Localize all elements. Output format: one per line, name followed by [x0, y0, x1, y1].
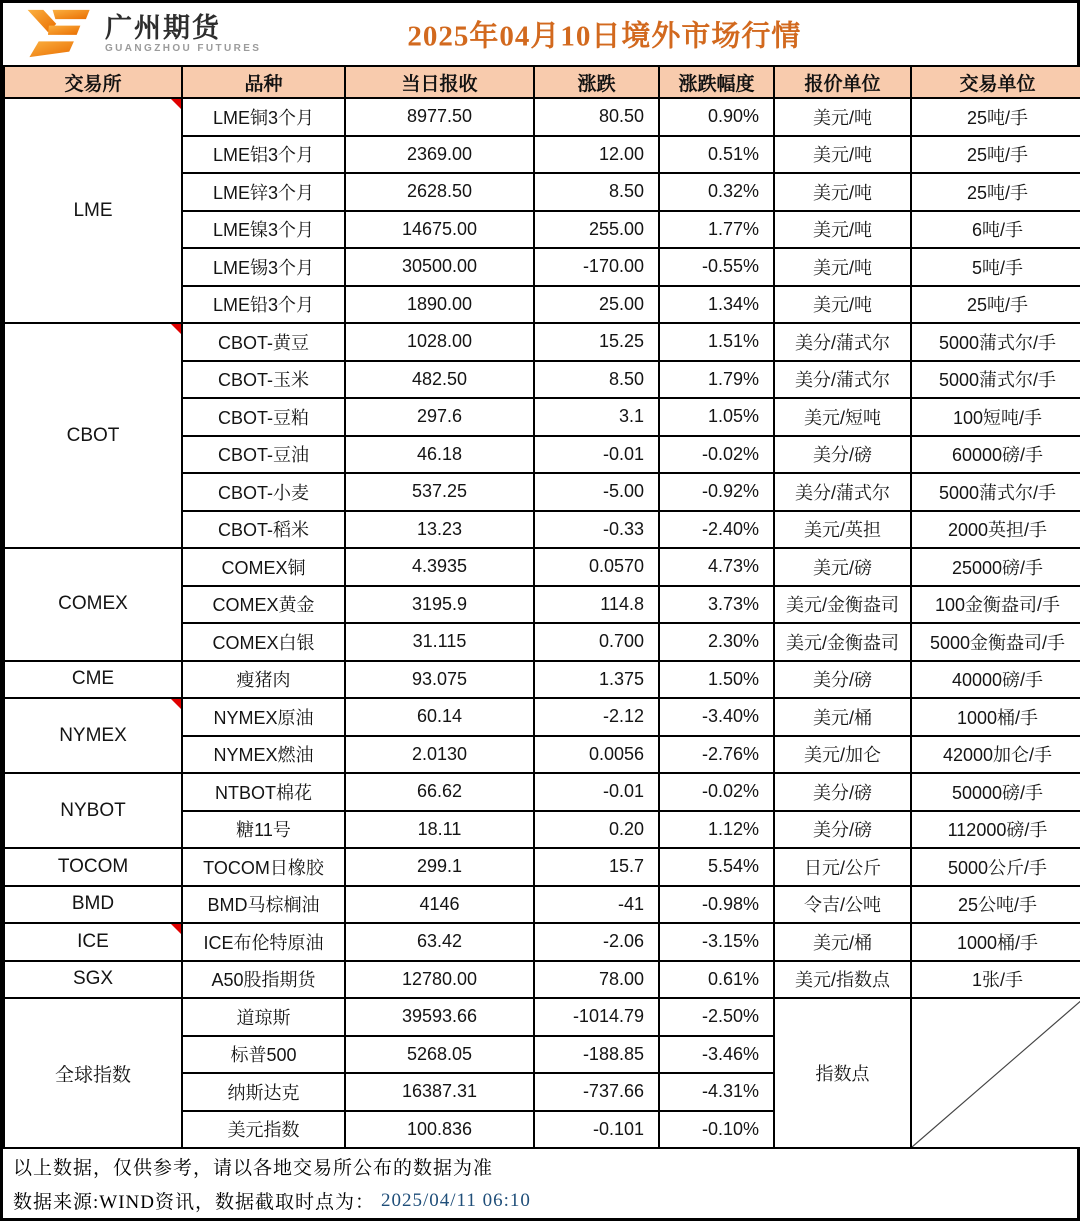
- report-header: [3, 3, 1077, 65]
- change-cell: -1014.79: [534, 998, 659, 1036]
- close-cell: 5268.05: [345, 1036, 534, 1074]
- diagonal-line: [912, 999, 1080, 1147]
- trade-unit-cell: 25公吨/手: [911, 886, 1080, 924]
- pct-cell: -0.55%: [659, 248, 774, 286]
- product-cell: TOCOM日橡胶: [182, 848, 345, 886]
- pct-cell: 0.51%: [659, 136, 774, 174]
- quote-unit-cell: 美分/磅: [774, 773, 911, 811]
- trade-unit-cell: 25000磅/手: [911, 548, 1080, 586]
- trade-unit-cell: 42000加仑/手: [911, 736, 1080, 774]
- trade-unit-cell: 1张/手: [911, 961, 1080, 999]
- pct-cell: 5.54%: [659, 848, 774, 886]
- close-cell: 39593.66: [345, 998, 534, 1036]
- quote-unit-cell: 美分/蒲式尔: [774, 323, 911, 361]
- close-cell: 1890.00: [345, 286, 534, 324]
- disclaimer-text: 以上数据，仅供参考，请以各地交易所公布的数据为准: [13, 1157, 494, 1179]
- product-cell: LME镍3个月: [182, 211, 345, 249]
- table-row: [4, 548, 1080, 586]
- comment-marker-icon: [171, 324, 181, 334]
- change-cell: 0.700: [534, 623, 659, 661]
- brand-text: [105, 14, 261, 55]
- close-cell: 13.23: [345, 511, 534, 549]
- change-cell: -0.33: [534, 511, 659, 549]
- close-cell: 66.62: [345, 773, 534, 811]
- quote-unit-cell: 美元/短吨: [774, 398, 911, 436]
- trade-unit-cell: 25吨/手: [911, 286, 1080, 324]
- pct-cell: -3.15%: [659, 923, 774, 961]
- close-cell: 100.836: [345, 1111, 534, 1149]
- close-cell: 60.14: [345, 698, 534, 736]
- trade-unit-cell: 5000蒲式尔/手: [911, 323, 1080, 361]
- table-row: [4, 998, 1080, 1036]
- table-row: [4, 698, 1080, 736]
- quote-unit-cell: 令吉/公吨: [774, 886, 911, 924]
- guangzhou-futures-logo-icon: [23, 9, 97, 59]
- product-cell: CBOT-黄豆: [182, 323, 345, 361]
- change-cell: -188.85: [534, 1036, 659, 1074]
- product-cell: 标普500: [182, 1036, 345, 1074]
- pct-cell: -3.46%: [659, 1036, 774, 1074]
- quote-unit-cell: 美分/蒲式尔: [774, 361, 911, 399]
- product-cell: BMD马棕榈油: [182, 886, 345, 924]
- change-cell: 0.0056: [534, 736, 659, 774]
- pct-cell: -2.50%: [659, 998, 774, 1036]
- pct-cell: 1.50%: [659, 661, 774, 699]
- trade-unit-cell: 100短吨/手: [911, 398, 1080, 436]
- change-cell: 8.50: [534, 173, 659, 211]
- data-timestamp: 2025/04/11 06:10: [380, 1189, 531, 1211]
- trade-unit-cell: 50000磅/手: [911, 773, 1080, 811]
- col-header-exchange: 交易所: [4, 66, 182, 98]
- table-row: [4, 323, 1080, 361]
- table-header-row: [4, 66, 1080, 98]
- trade-unit-cell: 25吨/手: [911, 173, 1080, 211]
- comment-marker-icon: [171, 699, 181, 709]
- trade-unit-cell: 1000桶/手: [911, 698, 1080, 736]
- close-cell: 63.42: [345, 923, 534, 961]
- product-cell: NYMEX燃油: [182, 736, 345, 774]
- close-cell: 4146: [345, 886, 534, 924]
- pct-cell: -2.40%: [659, 511, 774, 549]
- col-header-change: 涨跌: [534, 66, 659, 98]
- exchange-cell: NYMEX: [4, 698, 182, 773]
- exchange-cell: COMEX: [4, 548, 182, 661]
- table-row: [4, 848, 1080, 886]
- quote-unit-cell: 美元/指数点: [774, 961, 911, 999]
- product-cell: COMEX白银: [182, 623, 345, 661]
- brand-name-en: GUANGZHOU FUTURES: [105, 42, 262, 54]
- product-cell: CBOT-豆油: [182, 436, 345, 474]
- quote-unit-cell: 美分/磅: [774, 661, 911, 699]
- pct-cell: -0.10%: [659, 1111, 774, 1149]
- pct-cell: -0.02%: [659, 436, 774, 474]
- col-header-product: 品种: [182, 66, 345, 98]
- trade-unit-cell: 40000磅/手: [911, 661, 1080, 699]
- col-header-trade-unit: 交易单位: [911, 66, 1080, 98]
- pct-cell: -2.76%: [659, 736, 774, 774]
- product-cell: A50股指期货: [182, 961, 345, 999]
- exchange-cell: TOCOM: [4, 848, 182, 886]
- quote-unit-cell: 美元/英担: [774, 511, 911, 549]
- close-cell: 1028.00: [345, 323, 534, 361]
- trade-unit-cell: 5吨/手: [911, 248, 1080, 286]
- trade-unit-empty-cell: [911, 998, 1080, 1148]
- close-cell: 31.115: [345, 623, 534, 661]
- quote-unit-cell: 美元/磅: [774, 548, 911, 586]
- product-cell: ICE布伦特原油: [182, 923, 345, 961]
- pct-cell: 0.61%: [659, 961, 774, 999]
- quote-unit-cell: 美元/桶: [774, 923, 911, 961]
- page-title: 2025年04月10日境外市场行情: [407, 20, 802, 53]
- product-cell: 瘦猪肉: [182, 661, 345, 699]
- quote-unit-cell: 美分/磅: [774, 811, 911, 849]
- pct-cell: 0.32%: [659, 173, 774, 211]
- change-cell: -2.12: [534, 698, 659, 736]
- quote-unit-cell: 美元/吨: [774, 248, 911, 286]
- exchange-cell: 全球指数: [4, 998, 182, 1148]
- pct-cell: -0.02%: [659, 773, 774, 811]
- pct-cell: 1.12%: [659, 811, 774, 849]
- close-cell: 93.075: [345, 661, 534, 699]
- quote-unit-cell: 美元/吨: [774, 286, 911, 324]
- close-cell: 2628.50: [345, 173, 534, 211]
- change-cell: 12.00: [534, 136, 659, 174]
- exchange-cell: SGX: [4, 961, 182, 999]
- change-cell: -0.01: [534, 436, 659, 474]
- table-row: [4, 773, 1080, 811]
- trade-unit-cell: 25吨/手: [911, 136, 1080, 174]
- trade-unit-cell: 60000磅/手: [911, 436, 1080, 474]
- pct-cell: -3.40%: [659, 698, 774, 736]
- col-header-close: 当日报收: [345, 66, 534, 98]
- brand-name-cn: 广州期货: [105, 12, 221, 43]
- product-cell: CBOT-玉米: [182, 361, 345, 399]
- change-cell: -0.101: [534, 1111, 659, 1149]
- change-cell: 25.00: [534, 286, 659, 324]
- change-cell: 1.375: [534, 661, 659, 699]
- product-cell: NTBOT棉花: [182, 773, 345, 811]
- trade-unit-cell: 5000蒲式尔/手: [911, 361, 1080, 399]
- quote-unit-cell: 美分/磅: [774, 436, 911, 474]
- pct-cell: -0.98%: [659, 886, 774, 924]
- quote-unit-cell: 美元/吨: [774, 211, 911, 249]
- product-cell: 道琼斯: [182, 998, 345, 1036]
- product-cell: COMEX铜: [182, 548, 345, 586]
- product-cell: CBOT-小麦: [182, 473, 345, 511]
- market-table: [3, 65, 1080, 1149]
- product-cell: COMEX黄金: [182, 586, 345, 624]
- product-cell: LME铜3个月: [182, 98, 345, 136]
- close-cell: 299.1: [345, 848, 534, 886]
- change-cell: 78.00: [534, 961, 659, 999]
- change-cell: 0.20: [534, 811, 659, 849]
- product-cell: LME铅3个月: [182, 286, 345, 324]
- table-row: [4, 961, 1080, 999]
- quote-unit-cell: 美元/吨: [774, 136, 911, 174]
- pct-cell: 1.77%: [659, 211, 774, 249]
- quote-unit-cell: 日元/公斤: [774, 848, 911, 886]
- change-cell: -737.66: [534, 1073, 659, 1111]
- table-row: [4, 886, 1080, 924]
- trade-unit-cell: 5000金衡盎司/手: [911, 623, 1080, 661]
- close-cell: 46.18: [345, 436, 534, 474]
- trade-unit-cell: 5000公斤/手: [911, 848, 1080, 886]
- exchange-cell: ICE: [4, 923, 182, 961]
- trade-unit-cell: 2000英担/手: [911, 511, 1080, 549]
- change-cell: -2.06: [534, 923, 659, 961]
- change-cell: 15.7: [534, 848, 659, 886]
- close-cell: 30500.00: [345, 248, 534, 286]
- change-cell: 15.25: [534, 323, 659, 361]
- product-cell: 纳斯达克: [182, 1073, 345, 1111]
- close-cell: 16387.31: [345, 1073, 534, 1111]
- product-cell: LME锌3个月: [182, 173, 345, 211]
- trade-unit-cell: 100金衡盎司/手: [911, 586, 1080, 624]
- close-cell: 18.11: [345, 811, 534, 849]
- change-cell: 0.0570: [534, 548, 659, 586]
- report-footer: [3, 1149, 1077, 1218]
- exchange-cell: NYBOT: [4, 773, 182, 848]
- product-cell: LME铝3个月: [182, 136, 345, 174]
- change-cell: 80.50: [534, 98, 659, 136]
- exchange-cell: LME: [4, 98, 182, 323]
- quote-unit-merged-cell: 指数点: [774, 998, 911, 1148]
- table-row: [4, 923, 1080, 961]
- close-cell: 3195.9: [345, 586, 534, 624]
- market-table-body: [4, 98, 1080, 1148]
- col-header-quote-unit: 报价单位: [774, 66, 911, 98]
- close-cell: 482.50: [345, 361, 534, 399]
- change-cell: 8.50: [534, 361, 659, 399]
- col-header-pct: 涨跌幅度: [659, 66, 774, 98]
- change-cell: 3.1: [534, 398, 659, 436]
- comment-marker-icon: [171, 924, 181, 934]
- pct-cell: -0.92%: [659, 473, 774, 511]
- close-cell: 4.3935: [345, 548, 534, 586]
- product-cell: NYMEX原油: [182, 698, 345, 736]
- pct-cell: 2.30%: [659, 623, 774, 661]
- quote-unit-cell: 美分/蒲式尔: [774, 473, 911, 511]
- quote-unit-cell: 美元/金衡盎司: [774, 623, 911, 661]
- close-cell: 2.0130: [345, 736, 534, 774]
- pct-cell: 1.34%: [659, 286, 774, 324]
- quote-unit-cell: 美元/加仑: [774, 736, 911, 774]
- change-cell: 255.00: [534, 211, 659, 249]
- change-cell: -0.01: [534, 773, 659, 811]
- trade-unit-cell: 25吨/手: [911, 98, 1080, 136]
- product-cell: CBOT-稻米: [182, 511, 345, 549]
- close-cell: 297.6: [345, 398, 534, 436]
- product-cell: 糖11号: [182, 811, 345, 849]
- product-cell: CBOT-豆粕: [182, 398, 345, 436]
- table-row: [4, 661, 1080, 699]
- pct-cell: 1.51%: [659, 323, 774, 361]
- exchange-cell: CBOT: [4, 323, 182, 548]
- pct-cell: 1.05%: [659, 398, 774, 436]
- quote-unit-cell: 美元/吨: [774, 173, 911, 211]
- change-cell: -170.00: [534, 248, 659, 286]
- trade-unit-cell: 6吨/手: [911, 211, 1080, 249]
- close-cell: 537.25: [345, 473, 534, 511]
- trade-unit-cell: 112000磅/手: [911, 811, 1080, 849]
- close-cell: 12780.00: [345, 961, 534, 999]
- exchange-cell: CME: [4, 661, 182, 699]
- product-cell: 美元指数: [182, 1111, 345, 1149]
- quote-unit-cell: 美元/吨: [774, 98, 911, 136]
- trade-unit-cell: 5000蒲式尔/手: [911, 473, 1080, 511]
- change-cell: 114.8: [534, 586, 659, 624]
- data-source-line: [3, 1184, 1077, 1219]
- close-cell: 8977.50: [345, 98, 534, 136]
- pct-cell: 0.90%: [659, 98, 774, 136]
- close-cell: 2369.00: [345, 136, 534, 174]
- change-cell: -5.00: [534, 473, 659, 511]
- quote-unit-cell: 美元/桶: [774, 698, 911, 736]
- change-cell: -41: [534, 886, 659, 924]
- table-row: [4, 98, 1080, 136]
- pct-cell: 1.79%: [659, 361, 774, 399]
- pct-cell: 3.73%: [659, 586, 774, 624]
- comment-marker-icon: [171, 99, 181, 109]
- quote-unit-cell: 美元/金衡盎司: [774, 586, 911, 624]
- product-cell: LME锡3个月: [182, 248, 345, 286]
- exchange-cell: BMD: [4, 886, 182, 924]
- trade-unit-cell: 1000桶/手: [911, 923, 1080, 961]
- data-source-label: 数据来源:WIND资讯，数据截取时点为：: [13, 1192, 375, 1214]
- close-cell: 14675.00: [345, 211, 534, 249]
- pct-cell: -4.31%: [659, 1073, 774, 1111]
- pct-cell: 4.73%: [659, 548, 774, 586]
